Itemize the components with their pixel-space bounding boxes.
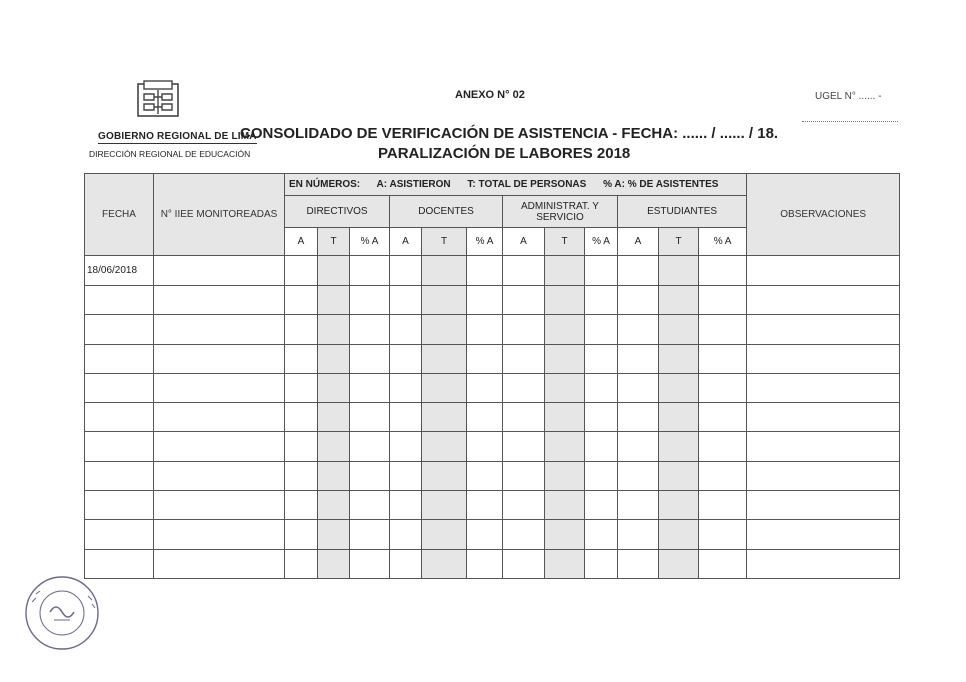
table-cell xyxy=(659,315,699,344)
table-cell xyxy=(618,373,659,402)
header-fecha: FECHA xyxy=(85,174,154,256)
table-cell xyxy=(154,315,285,344)
table-cell xyxy=(545,432,585,461)
table-cell xyxy=(285,491,318,520)
table-cell xyxy=(390,286,422,315)
legend-pct: % A: % DE ASISTENTES xyxy=(603,179,719,190)
table-cell xyxy=(747,491,900,520)
table-cell xyxy=(618,461,659,490)
cell-fecha xyxy=(85,461,154,490)
table-cell xyxy=(585,256,618,286)
document-title: CONSOLIDADO DE VERIFICACIÓN DE ASISTENCIA - FECHA: ...... / ...... / 18. xyxy=(240,125,779,142)
table-cell xyxy=(467,520,503,549)
table-cell xyxy=(747,461,900,490)
table-cell xyxy=(545,344,585,373)
table-cell xyxy=(154,491,285,520)
table-cell xyxy=(747,256,900,286)
table-cell xyxy=(285,344,318,373)
table-cell xyxy=(318,256,350,286)
header-iiee: N° IIEE MONITOREADAS xyxy=(154,174,285,256)
table-cell xyxy=(390,344,422,373)
header-observaciones: OBSERVACIONES xyxy=(747,174,900,256)
table-row xyxy=(85,373,900,402)
table-cell xyxy=(422,344,467,373)
table-cell xyxy=(285,315,318,344)
table-cell xyxy=(285,461,318,490)
table-cell xyxy=(467,491,503,520)
table-cell xyxy=(390,256,422,286)
table-cell xyxy=(618,432,659,461)
cell-fecha xyxy=(85,315,154,344)
table-cell xyxy=(422,256,467,286)
table-cell xyxy=(467,549,503,578)
table-cell xyxy=(699,315,747,344)
table-cell xyxy=(747,432,900,461)
table-row xyxy=(85,256,900,286)
cell-fecha xyxy=(85,520,154,549)
table-cell xyxy=(318,373,350,402)
table-cell xyxy=(659,520,699,549)
group-docentes: DOCENTES xyxy=(390,196,503,228)
table-cell xyxy=(659,344,699,373)
table-cell xyxy=(545,373,585,402)
table-cell xyxy=(350,373,390,402)
table-cell xyxy=(154,286,285,315)
table-cell xyxy=(659,256,699,286)
table-cell xyxy=(545,520,585,549)
subheader-t-2: T xyxy=(422,228,467,256)
table-cell xyxy=(318,403,350,432)
legend-numeros: EN NÚMEROS: xyxy=(289,179,361,190)
table-cell xyxy=(618,520,659,549)
table-cell xyxy=(154,403,285,432)
table-row xyxy=(85,344,900,373)
table-cell xyxy=(285,520,318,549)
table-cell xyxy=(699,344,747,373)
table-cell xyxy=(422,286,467,315)
table-cell xyxy=(585,403,618,432)
table-cell xyxy=(422,432,467,461)
official-stamp-icon xyxy=(16,572,108,654)
table-cell xyxy=(618,344,659,373)
table-cell xyxy=(154,256,285,286)
subheader-a-4: A xyxy=(618,228,659,256)
table-cell xyxy=(699,461,747,490)
table-cell xyxy=(318,549,350,578)
table-cell xyxy=(659,461,699,490)
table-row xyxy=(85,403,900,432)
table-cell xyxy=(350,520,390,549)
table-cell xyxy=(467,461,503,490)
table-row xyxy=(85,286,900,315)
table-cell xyxy=(318,461,350,490)
table-cell xyxy=(503,315,545,344)
table-cell xyxy=(422,315,467,344)
group-administrativo: ADMINISTRAT. Y SERVICIO xyxy=(503,196,618,228)
table-cell xyxy=(285,432,318,461)
org-subtitle: DIRECCIÓN REGIONAL DE EDUCACIÓN xyxy=(89,149,251,159)
table-cell xyxy=(585,461,618,490)
table-cell xyxy=(350,403,390,432)
table-cell xyxy=(659,373,699,402)
table-cell xyxy=(285,373,318,402)
table-cell xyxy=(659,491,699,520)
table-cell xyxy=(467,344,503,373)
table-cell xyxy=(350,461,390,490)
table-cell xyxy=(585,286,618,315)
subheader-pct-1: % A xyxy=(350,228,390,256)
cell-fecha xyxy=(85,286,154,315)
table-cell xyxy=(503,403,545,432)
table-cell xyxy=(545,549,585,578)
table-row xyxy=(85,315,900,344)
table-cell xyxy=(747,286,900,315)
table-cell xyxy=(318,315,350,344)
table-cell xyxy=(390,461,422,490)
table-cell xyxy=(699,432,747,461)
subheader-a-2: A xyxy=(390,228,422,256)
table-cell xyxy=(618,549,659,578)
table-cell xyxy=(285,256,318,286)
table-cell xyxy=(585,491,618,520)
subheader-a-1: A xyxy=(285,228,318,256)
group-directivos: DIRECTIVOS xyxy=(285,196,390,228)
table-cell xyxy=(747,344,900,373)
table-cell xyxy=(467,286,503,315)
table-cell xyxy=(618,286,659,315)
table-cell xyxy=(585,344,618,373)
table-cell xyxy=(154,432,285,461)
table-cell xyxy=(545,461,585,490)
legend-a: A: ASISTIERON xyxy=(376,179,451,190)
table-cell xyxy=(618,256,659,286)
table-cell xyxy=(467,256,503,286)
table-cell xyxy=(422,549,467,578)
annex-label: ANEXO N° 02 xyxy=(455,89,525,101)
table-cell xyxy=(422,520,467,549)
subheader-a-3: A xyxy=(503,228,545,256)
table-cell xyxy=(545,286,585,315)
table-cell xyxy=(545,403,585,432)
table-cell xyxy=(350,491,390,520)
table-row xyxy=(85,549,900,578)
table-cell xyxy=(699,373,747,402)
subheader-t-1: T xyxy=(318,228,350,256)
table-cell xyxy=(467,373,503,402)
ugel-underline xyxy=(802,121,898,122)
table-cell xyxy=(390,520,422,549)
table-cell xyxy=(747,520,900,549)
table-cell xyxy=(318,520,350,549)
table-cell xyxy=(585,520,618,549)
legend-row xyxy=(285,174,747,196)
subheader-t-3: T xyxy=(545,228,585,256)
subheader-t-4: T xyxy=(659,228,699,256)
cell-fecha xyxy=(85,373,154,402)
table-cell xyxy=(659,549,699,578)
table-cell xyxy=(154,373,285,402)
table-cell xyxy=(747,549,900,578)
table-cell xyxy=(503,461,545,490)
table-cell xyxy=(154,520,285,549)
table-cell xyxy=(585,549,618,578)
table-row xyxy=(85,432,900,461)
table-cell xyxy=(350,315,390,344)
attendance-table xyxy=(84,173,900,579)
table-cell xyxy=(747,315,900,344)
table-cell xyxy=(285,549,318,578)
table-cell xyxy=(585,432,618,461)
table-cell xyxy=(545,256,585,286)
cell-fecha xyxy=(85,344,154,373)
subheader-pct-2: % A xyxy=(467,228,503,256)
table-cell xyxy=(154,461,285,490)
table-cell xyxy=(467,315,503,344)
table-cell xyxy=(503,373,545,402)
table-cell xyxy=(318,432,350,461)
table-cell xyxy=(390,549,422,578)
group-estudiantes: ESTUDIANTES xyxy=(618,196,747,228)
ugel-number: UGEL N° ...... - xyxy=(815,91,882,102)
table-cell xyxy=(659,432,699,461)
table-cell xyxy=(422,403,467,432)
table-cell xyxy=(154,549,285,578)
attendance-grid xyxy=(84,173,899,578)
table-cell xyxy=(390,315,422,344)
table-cell xyxy=(585,315,618,344)
table-cell xyxy=(503,549,545,578)
table-cell xyxy=(503,491,545,520)
document-subtitle: PARALIZACIÓN DE LABORES 2018 xyxy=(378,145,631,162)
table-cell xyxy=(422,373,467,402)
table-cell xyxy=(699,286,747,315)
table-cell xyxy=(699,520,747,549)
table-cell xyxy=(545,315,585,344)
table-cell xyxy=(699,403,747,432)
table-cell xyxy=(659,403,699,432)
cell-fecha xyxy=(85,491,154,520)
table-cell xyxy=(390,432,422,461)
table-cell xyxy=(618,403,659,432)
table-cell xyxy=(585,373,618,402)
table-cell xyxy=(422,461,467,490)
table-cell xyxy=(699,549,747,578)
table-cell xyxy=(503,286,545,315)
table-cell xyxy=(350,549,390,578)
table-cell xyxy=(390,373,422,402)
table-cell xyxy=(503,344,545,373)
table-row xyxy=(85,461,900,490)
table-cell xyxy=(699,491,747,520)
table-cell xyxy=(318,491,350,520)
regional-government-logo-icon xyxy=(136,80,180,120)
table-cell xyxy=(503,432,545,461)
table-cell xyxy=(350,344,390,373)
table-cell xyxy=(422,491,467,520)
table-row xyxy=(85,491,900,520)
table-cell xyxy=(659,286,699,315)
cell-fecha xyxy=(85,403,154,432)
table-cell xyxy=(350,256,390,286)
table-cell xyxy=(350,432,390,461)
subheader-pct-4: % A xyxy=(699,228,747,256)
table-cell xyxy=(545,491,585,520)
table-cell xyxy=(467,403,503,432)
table-cell xyxy=(390,403,422,432)
table-cell xyxy=(318,344,350,373)
table-cell xyxy=(747,373,900,402)
table-cell xyxy=(618,315,659,344)
table-cell xyxy=(285,286,318,315)
table-cell xyxy=(467,432,503,461)
table-cell xyxy=(503,256,545,286)
table-cell xyxy=(699,256,747,286)
table-cell xyxy=(503,520,545,549)
table-cell xyxy=(618,491,659,520)
table-cell xyxy=(154,344,285,373)
cell-fecha xyxy=(85,432,154,461)
table-row xyxy=(85,520,900,549)
legend-t: T: TOTAL DE PERSONAS xyxy=(467,179,587,190)
subheader-pct-3: % A xyxy=(585,228,618,256)
table-cell xyxy=(318,286,350,315)
table-cell xyxy=(285,403,318,432)
table-cell xyxy=(747,403,900,432)
table-cell xyxy=(390,491,422,520)
cell-fecha: 18/06/2018 xyxy=(85,256,154,286)
org-name: GOBIERNO REGIONAL DE LIMA xyxy=(98,131,257,142)
table-cell xyxy=(350,286,390,315)
